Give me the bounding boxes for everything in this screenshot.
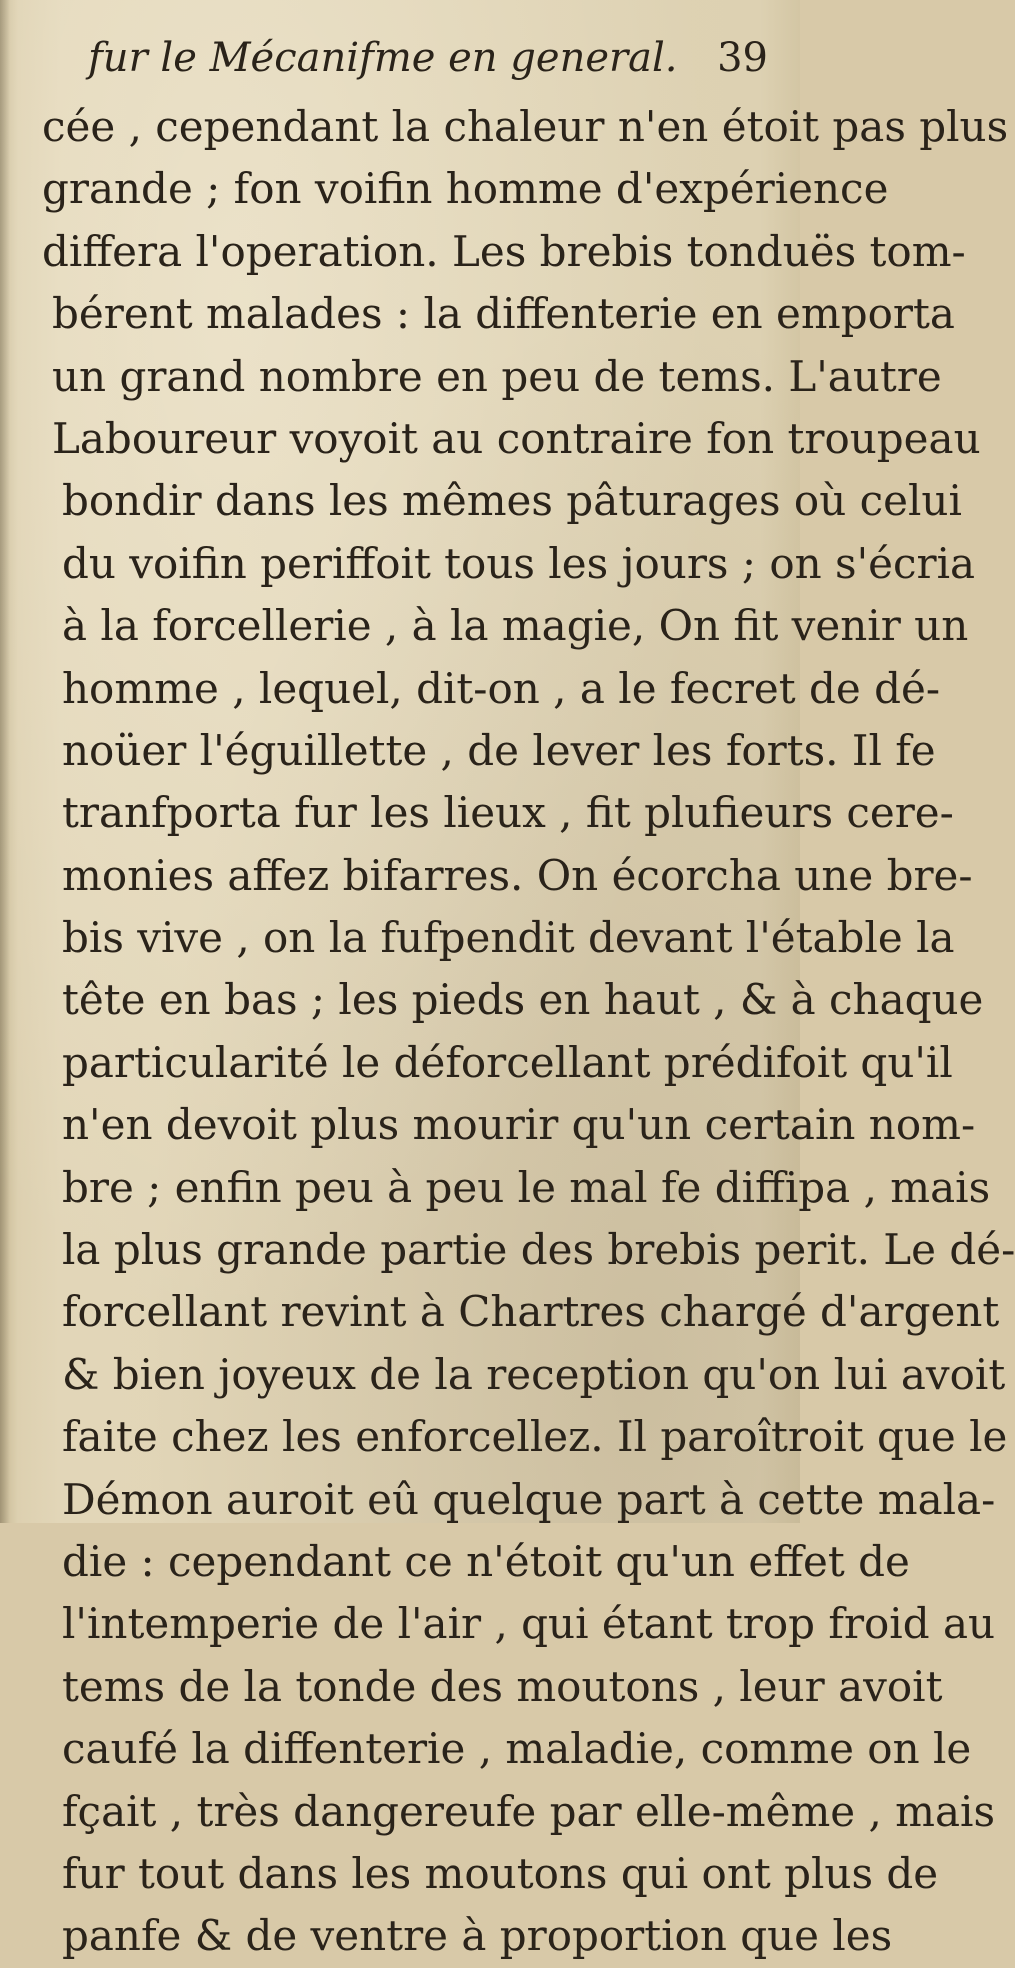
text-line: & bien joyeux de la reception qu'on lui avoit	[62, 1349, 1006, 1399]
text-line: bis vive , on la fufpendit devant l'étable la	[62, 913, 955, 963]
text-line: particularité le déforcellant prédifoit qu'il	[62, 1037, 953, 1087]
text-line: fur tout dans les moutons qui ont plus de	[62, 1848, 939, 1898]
text-line: l'intemperie de l'air , qui étant trop froid au	[62, 1599, 996, 1649]
text-line: caufé la diffenterie , maladie, comme on le	[62, 1724, 972, 1774]
text-line: tranfporta fur les lieux , fit plufieurs cere-	[62, 788, 954, 838]
text-line: la plus grande partie des brebis perit. Le dé-	[62, 1225, 1015, 1275]
text-line: noüer l'éguillette , de lever les forts. Il fe	[62, 725, 936, 775]
text-line: monies affez bifarres. On écorcha une bre-	[62, 850, 973, 900]
text-line: forcellant revint à Chartres chargé d'argent	[62, 1287, 1000, 1337]
text-line: homme , lequel, dit-on , a le fecret de dé-	[62, 663, 941, 713]
text-line: differa l'operation. Les brebis tonduës tom-	[42, 226, 966, 276]
text-line: bondir dans les mêmes pâturages où celui	[62, 476, 962, 526]
text-line: fçait , très dangereufe par elle-même , mais	[62, 1786, 996, 1836]
text-line: die : cependant ce n'étoit qu'un effet de	[62, 1536, 910, 1586]
text-line: un grand nombre en peu de tems. L'autre	[52, 351, 942, 401]
text-line: tête en bas ; les pieds en haut , & à chaque	[62, 975, 984, 1025]
text-line: à la forcellerie , à la magie, On fit venir un	[62, 601, 969, 651]
running-title: fur le Mécanifme en general.	[88, 35, 678, 81]
text-line: Laboureur voyoit au contraire fon troupeau	[52, 413, 981, 463]
text-line: du voifin periffoit tous les jours ; on s'écria	[62, 538, 976, 588]
text-line: grande ; fon voifin homme d'expérience	[42, 164, 889, 214]
text-line: Démon auroit eû quelque part à cette mala-	[62, 1474, 996, 1524]
body-text	[40, 96, 1015, 1968]
text-line: bre ; enfin peu à peu le mal fe diffipa , mais	[62, 1162, 991, 1212]
text-line: bérent malades : la diffenterie en emporta	[52, 289, 955, 339]
text-line: tems de la tonde des moutons , leur avoit	[62, 1661, 943, 1711]
page-number: 39	[717, 35, 768, 81]
text-line: panfe & de ventre à proportion que les	[62, 1911, 893, 1961]
text-line: faite chez les enforcellez. Il paroîtroit que le	[62, 1412, 1008, 1462]
page-header	[88, 30, 768, 86]
page-gutter-shadow	[0, 0, 10, 1523]
text-line: cée , cependant la chaleur n'en étoit pas plus	[42, 102, 1009, 151]
text-line: n'en devoit plus mourir qu'un certain nom-	[62, 1100, 976, 1150]
